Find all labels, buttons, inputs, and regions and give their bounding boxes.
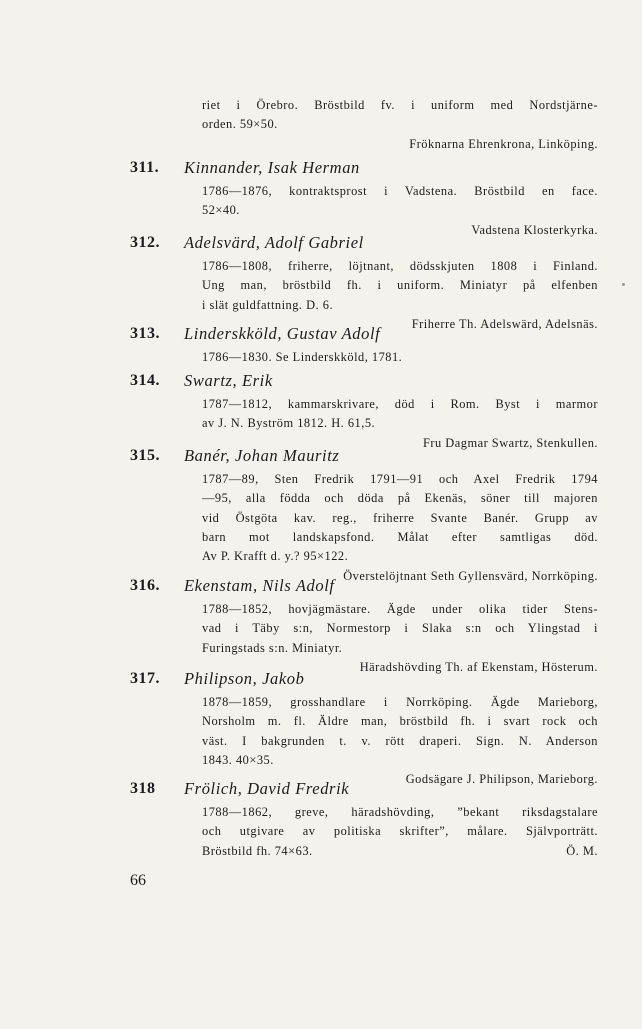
entry-text-line: Ung man, bröstbild fh. i uniform. Miniatyr på elfenben <box>202 278 598 293</box>
entry-text-line: 1786—1876, kontraktsprost i Vadstena. Bröstbild en face. <box>202 184 598 198</box>
entry-text-line: Norsholm m. fl. Äldre man, bröstbild fh. i svart rock och <box>202 714 598 729</box>
entry-text-line: och utgivare av politiska skrifter”, målare. Självporträtt. <box>202 824 598 839</box>
entry-text-line: 1787—89, Sten Fredrik 1791—91 och Axel Fredrik 1794 <box>202 472 598 486</box>
entry-text-line <box>202 842 598 860</box>
entry-text-line: Godsägare J. Philipson, Marieborg. <box>405 772 598 787</box>
entry-text-line: 1786—1808, friherre, löjtnant, dödsskjuten 1808 i Finland. <box>202 259 598 273</box>
entry-number: 312. <box>130 234 160 251</box>
entry-text-line: 1788—1862, greve, häradshövding, ”bekant riksdagstalare <box>202 805 598 819</box>
entry-name: Swartz, Erik <box>184 371 273 390</box>
entry-text-line: Furingstads s:n. Miniatyr. <box>202 640 343 655</box>
entry-text-line: 1787—1812, kammarskrivare, död i Rom. Byst i marmor <box>202 397 598 411</box>
entry-text-line: Vadstena Klosterkyrka. <box>471 222 598 237</box>
entry-text-line: Fru Dagmar Swartz, Stenkullen. <box>422 435 598 450</box>
entry-text-line: Häradshövding Th. af Ekenstam, Hösterum. <box>359 659 598 674</box>
entry-name: Adelsvärd, Adolf Gabriel <box>184 233 364 252</box>
entry-text-line: väst. I bakgrunden t. v. rött draperi. Sign. N. Anderson <box>202 733 598 748</box>
entry-text-line: 52×40. <box>202 203 240 218</box>
entry-text-line: orden. 59×50. <box>202 117 278 132</box>
entry-text-line-left: Bröstbild fh. 74×63. <box>202 843 313 858</box>
entry-text-line: Överstelöjtnant Seth Gyllensvärd, Norrköping. <box>343 568 598 583</box>
entry-text-line: riet i Örebro. Bröstbild fv. i uniform med Nordstjärne- <box>202 98 598 112</box>
entry-text-line: vad i Täby s:n, Normestorp i Slaka s:n och Ylingstad i <box>202 621 598 636</box>
entry-number: 317. <box>130 670 160 687</box>
entry-text-line: av J. N. Byström 1812. H. 61,5. <box>202 416 376 431</box>
entry-name: Banér, Johan Mauritz <box>184 446 340 465</box>
entry-name: Philipson, Jakob <box>184 669 305 688</box>
entry-text-line: Friherre Th. Adelswärd, Adelsnäs. <box>411 316 598 331</box>
entry-text-line: 1878—1859, grosshandlare i Norrköping. Ägde Marieborg, <box>202 695 598 709</box>
entry-text-line: Av P. Krafft d. y.? 95×122. <box>202 549 349 564</box>
entry-text-line: 1786—1830. Se Linderskköld, 1781. <box>202 350 403 364</box>
entry-number: 316. <box>130 577 160 594</box>
entry-text-line: 1788—1852, hovjägmästare. Ägde under olika tider Stens- <box>202 602 598 616</box>
entry-number: 314. <box>130 372 160 389</box>
entry-number: 311. <box>130 159 160 176</box>
entry-name: Frölich, David Fredrik <box>184 779 350 798</box>
page-number: 66 <box>130 872 146 889</box>
entry-number: 318 <box>130 780 156 797</box>
entry-text-line-right: Ö. M. <box>566 843 598 858</box>
entry-name: Kinnander, Isak Herman <box>184 158 360 177</box>
entry-name: Linderskköld, Gustav Adolf <box>184 324 381 343</box>
entry-text-line: vid Östgöta kav. reg., friherre Svante Banér. Grupp av <box>202 510 598 525</box>
entry-text-line: 1843. 40×35. <box>202 752 274 767</box>
paper-speck <box>622 283 625 286</box>
entry-name: Ekenstam, Nils Adolf <box>184 576 335 595</box>
entry-number: 313. <box>130 325 160 342</box>
entry-text-line: barn mot landskapsfond. Målat efter samtligas död. <box>202 529 598 544</box>
entry-text-line: i slät guldfattning. D. 6. <box>202 297 334 312</box>
entry-text-line: Fröknarna Ehrenkrona, Linköping. <box>409 136 598 151</box>
entry-text-line: —95, alla födda och döda på Ekenäs, söner till majoren <box>202 491 598 506</box>
entry-number: 315. <box>130 447 160 464</box>
